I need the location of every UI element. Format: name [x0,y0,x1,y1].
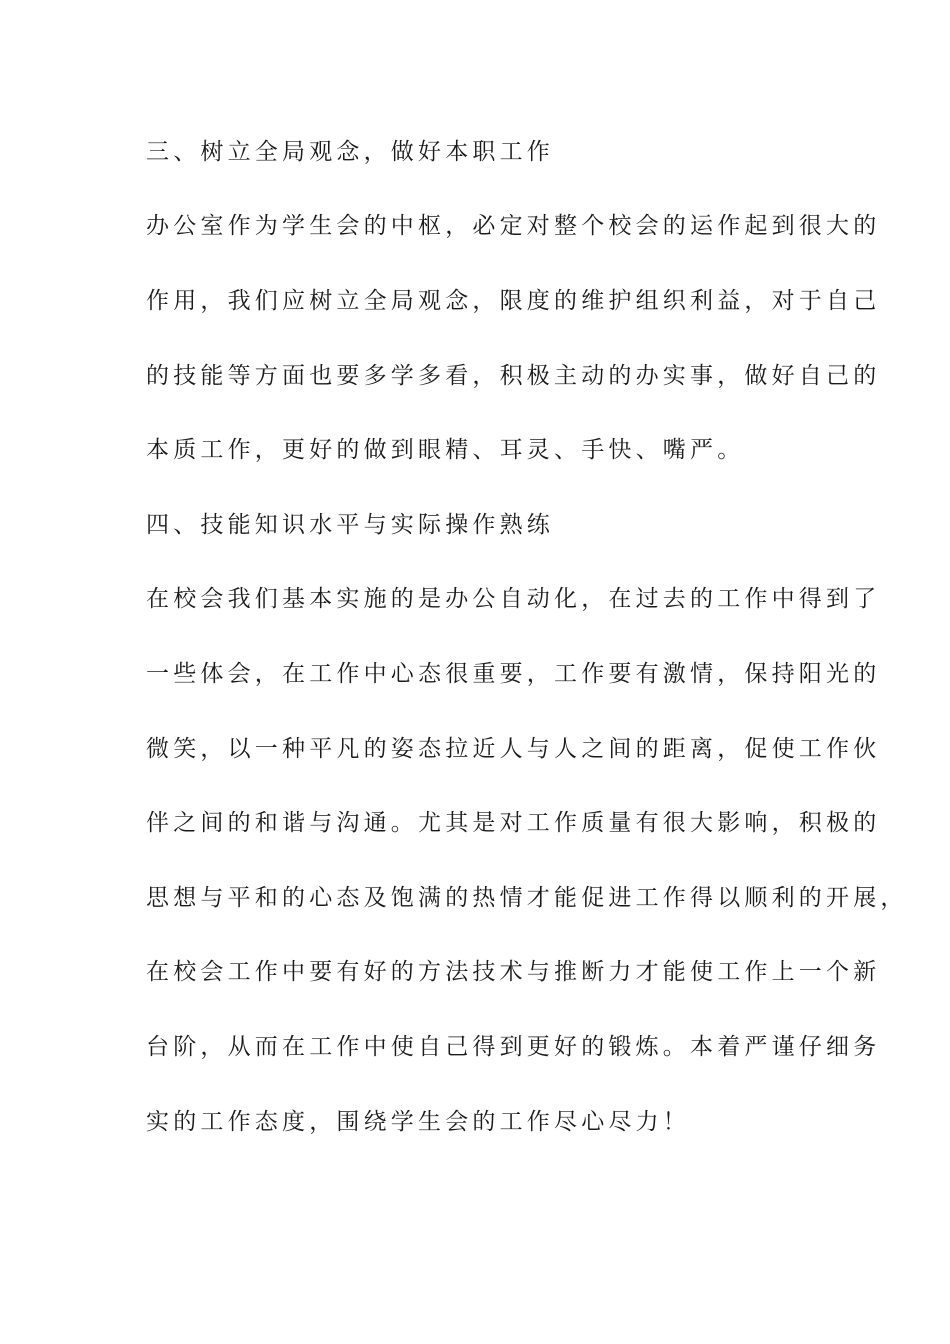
paragraph-line: 的技能等方面也要多学多看，积极主动的办实事，做好自己的 [146,363,881,389]
paragraph-line: 实的工作态度，围绕学生会的工作尽心尽力！ [146,1109,690,1135]
paragraph-line: 思想与平和的心态及饱满的热情才能促进工作得以顺利的开展， [146,885,908,911]
paragraph-line: 作用，我们应树立全局观念，限度的维护组织利益，对于自己 [146,288,881,314]
paragraph-line: 本质工作，更好的做到眼精、耳灵、手快、嘴严。 [146,437,745,463]
paragraph-line: 在校会工作中要有好的方法技术与推断力才能使工作上一个新 [146,959,881,985]
paragraph-line: 办公室作为学生会的中枢，必定对整个校会的运作起到很大的 [146,213,881,239]
section-4-heading: 四、技能知识水平与实际操作熟练 [146,512,554,538]
paragraph-line: 台阶，从而在工作中使自己得到更好的锻炼。本着严谨仔细务 [146,1034,881,1060]
paragraph-line: 在校会我们基本实施的是办公自动化，在过去的工作中得到了 [146,586,881,612]
paragraph-line: 一些体会，在工作中心态很重要，工作要有激情，保持阳光的 [146,661,881,687]
paragraph-line: 微笑，以一种平凡的姿态拉近人与人之间的距离，促使工作伙 [146,736,881,762]
section-3-heading: 三、树立全局观念，做好本职工作 [146,139,554,165]
paragraph-line: 伴之间的和谐与沟通。尤其是对工作质量有很大影响，积极的 [146,810,881,836]
